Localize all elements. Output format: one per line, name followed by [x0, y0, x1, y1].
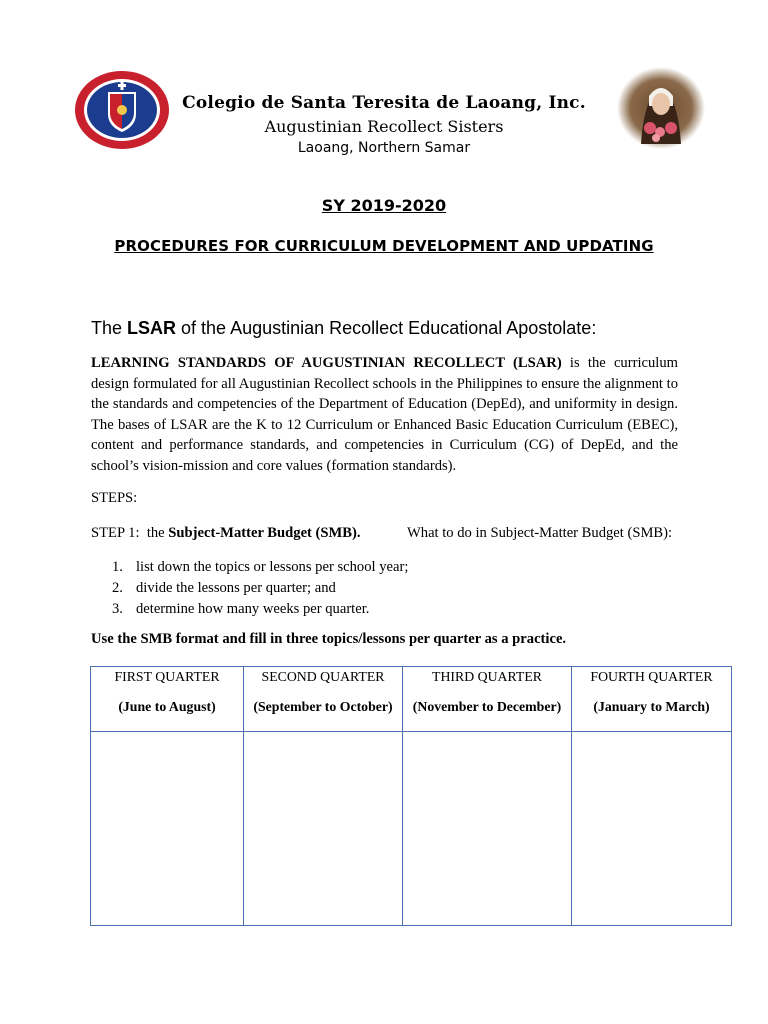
list-item-number: 1.	[112, 559, 123, 575]
table-header-cell	[572, 667, 732, 732]
quarter-range: (January to March)	[593, 699, 710, 714]
steps-label: STEPS:	[91, 490, 138, 506]
step-1-prefix: STEP 1: the	[91, 525, 169, 541]
lsar-paragraph-bold: LEARNING STANDARDS OF AUGUSTINIAN RECOLLECT (LSAR)	[91, 355, 562, 371]
table-cell-empty	[244, 732, 403, 926]
org-name: Colegio de Santa Teresita de Laoang, Inc.	[182, 93, 586, 113]
list-item-number: 2.	[112, 580, 123, 596]
step-1-todo: What to do in Subject-Matter Budget (SMB):	[407, 525, 673, 541]
list-item-text: determine how many weeks per quarter.	[136, 601, 370, 617]
quarter-range: (June to August)	[118, 699, 216, 714]
quarter-name: THIRD QUARTER	[432, 669, 542, 684]
table-header-cell	[244, 667, 403, 732]
quarter-name: SECOND QUARTER	[261, 669, 385, 684]
step-1-smb: Subject-Matter Budget (SMB).	[168, 525, 361, 541]
section-heading-bold: LSAR	[127, 318, 177, 338]
school-year: SY 2019-2020	[321, 196, 447, 215]
list-item	[112, 599, 408, 620]
org-subtitle: Augustinian Recollect Sisters	[264, 117, 504, 136]
quarter-range: (November to December)	[412, 699, 562, 714]
page-title: PROCEDURES FOR CURRICULUM DEVELOPMENT AND UPDATING	[114, 237, 654, 255]
lsar-paragraph	[91, 353, 678, 477]
quarter-name: FOURTH QUARTER	[590, 669, 713, 684]
quarter-name: FIRST QUARTER	[114, 669, 220, 684]
table-cell-empty	[91, 732, 244, 926]
list-item	[112, 557, 408, 578]
list-item-number: 3.	[112, 601, 123, 617]
lsar-paragraph-text: is the curriculum design formulated for all Augustinian Recollect schools in the Philippines to ensure the alignment to the standards and competencies of the Department of Education (DepEd), and uniformity in design. The bases of LSAR are the K to 12 Curriculum or Enhanced Basic Education Curriculum (EBEC), content and performance standards, and competencies in Curriculum (CG) of DepEd, and the school’s vision-mission and core values (formation standards).	[91, 355, 678, 474]
section-heading-prefix: The	[91, 318, 128, 338]
quarter-range: (September to October)	[253, 699, 393, 714]
org-location: Laoang, Northern Samar	[297, 140, 471, 156]
table-row	[91, 732, 732, 926]
table-header-cell	[403, 667, 572, 732]
list-item	[112, 578, 408, 599]
section-heading-suffix: of the Augustinian Recollect Educational Apostolate:	[176, 318, 597, 338]
table-header-cell	[91, 667, 244, 732]
table-cell-empty	[403, 732, 572, 926]
instruction: Use the SMB format and fill in three topics/lessons per quarter as a practice.	[91, 631, 567, 647]
table-cell-empty	[572, 732, 732, 926]
section-heading	[91, 318, 596, 339]
list-item-text: divide the lessons per quarter; and	[136, 580, 336, 596]
step-list	[112, 557, 408, 620]
table-header-row	[91, 667, 732, 732]
list-item-text: list down the topics or lessons per school year;	[136, 559, 409, 575]
smb-table	[90, 666, 732, 926]
step-1	[91, 525, 691, 542]
